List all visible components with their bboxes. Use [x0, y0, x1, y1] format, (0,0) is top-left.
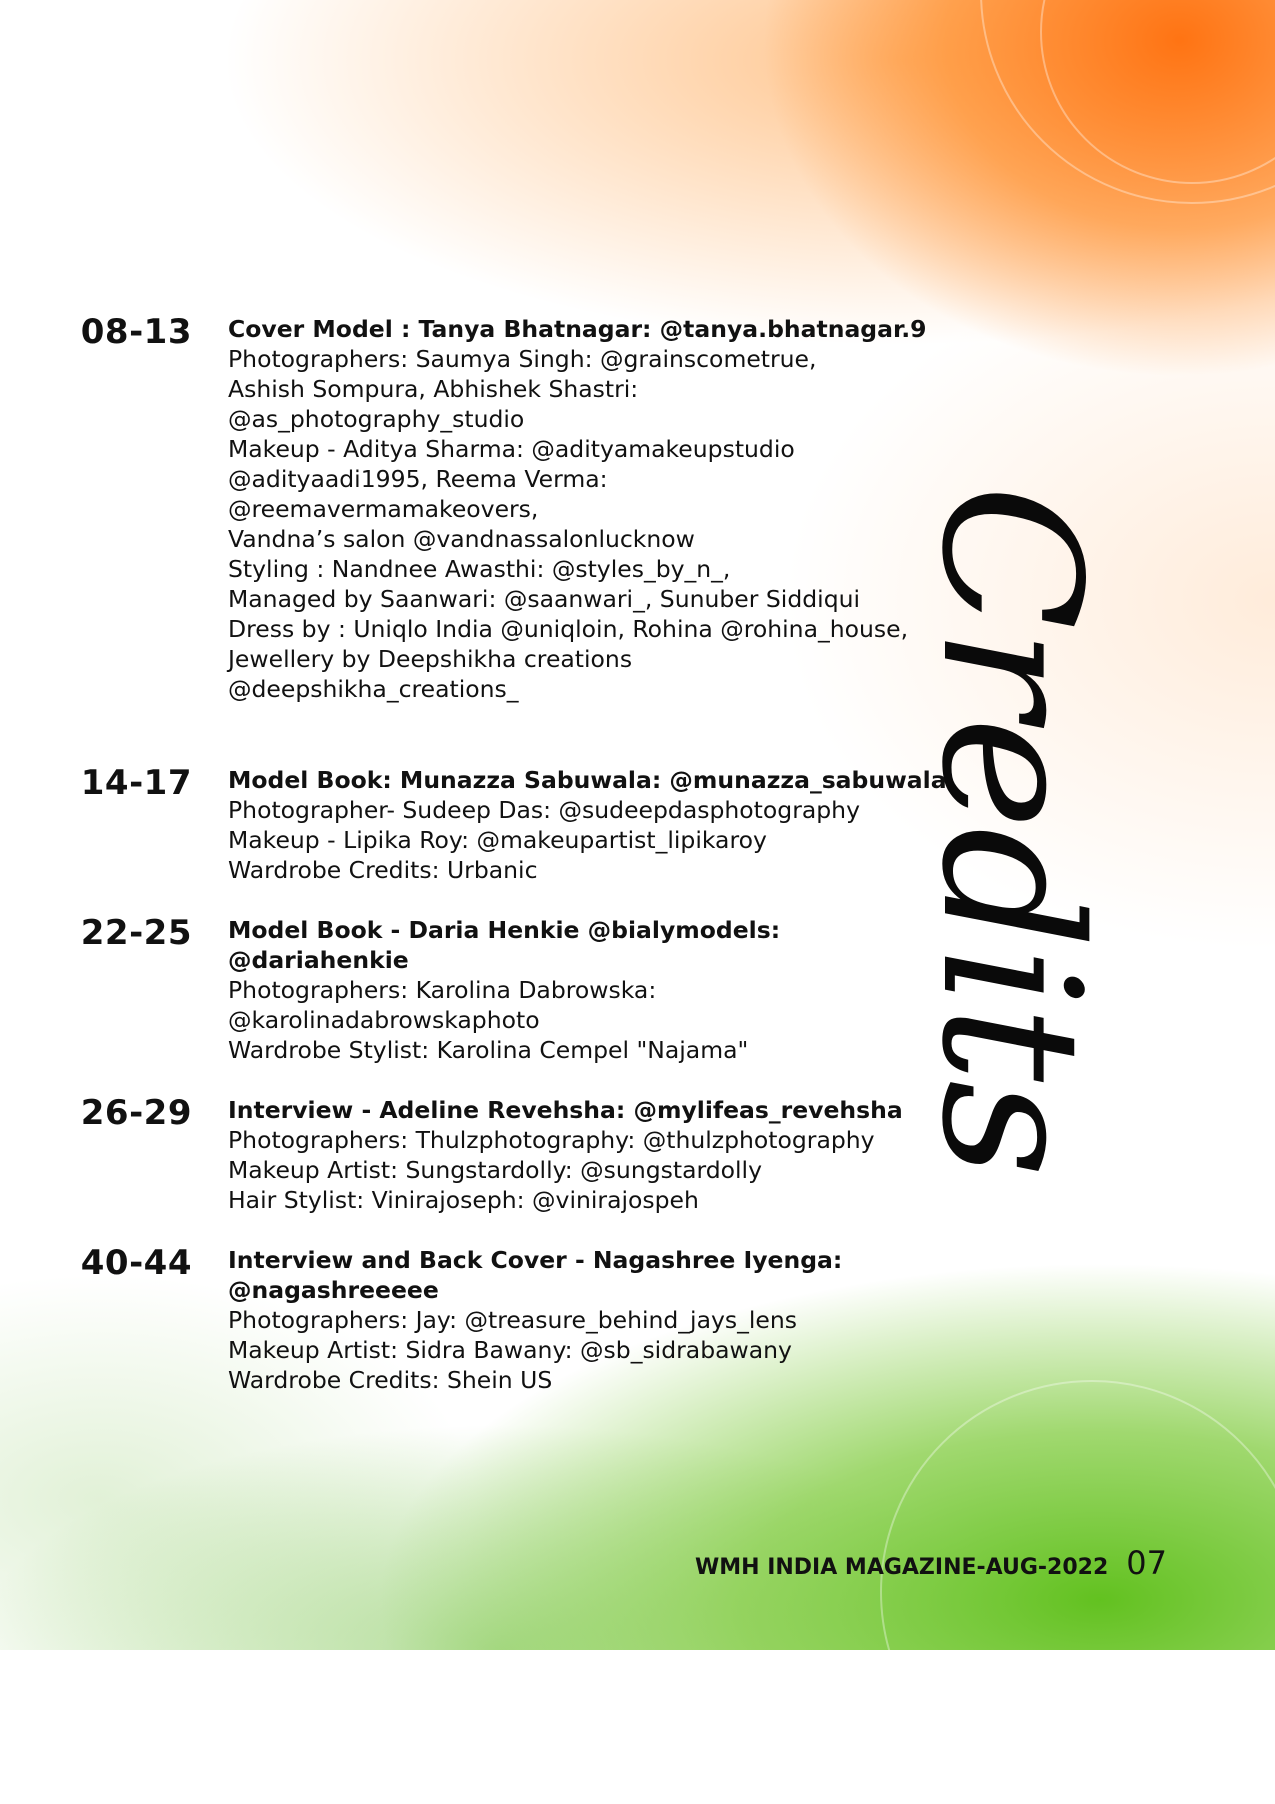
- credit-line: Hair Stylist: Vinirajoseph: @vinirajospeh: [228, 1186, 699, 1214]
- credit-lines: [228, 915, 968, 1065]
- credit-heading: @nagashreeeee: [228, 1276, 439, 1304]
- page-footer: [695, 1544, 1167, 1582]
- credit-lines: [228, 314, 968, 704]
- page-range: 08-13: [80, 312, 192, 352]
- credit-heading: Model Book: Munazza Sabuwala: @munazza_sabuwala: [228, 766, 947, 794]
- credits-title: Credits: [900, 484, 1121, 1176]
- credit-lines: [228, 765, 968, 885]
- credit-line: Styling : Nandnee Awasthi: @styles_by_n_,: [228, 555, 731, 583]
- page-range: 40-44: [80, 1243, 192, 1283]
- page-range: 22-25: [80, 913, 192, 953]
- credit-heading: Cover Model : Tanya Bhatnagar: @tanya.bhatnagar.9: [228, 315, 927, 343]
- credit-line: Wardrobe Credits: Urbanic: [228, 856, 538, 884]
- credit-line: Makeup Artist: Sidra Bawany: @sb_sidrabawany: [228, 1336, 792, 1364]
- credit-line: @reemavermamakeovers,: [228, 495, 539, 523]
- credit-line: Managed by Saanwari: @saanwari_, Sunuber Siddiqui: [228, 585, 861, 613]
- page-range: 26-29: [80, 1093, 192, 1133]
- credit-lines: [228, 1245, 968, 1395]
- credit-heading: Model Book - Daria Henkie @bialymodels:: [228, 916, 781, 944]
- credit-line: Ashish Sompura, Abhishek Shastri:: [228, 375, 639, 403]
- page-range: 14-17: [80, 763, 192, 803]
- credit-line: Jewellery by Deepshikha creations: [228, 645, 633, 673]
- credit-line: Vandna’s salon @vandnassalonlucknow: [228, 525, 695, 553]
- credit-line: Makeup - Aditya Sharma: @adityamakeupstudio: [228, 435, 795, 463]
- credit-line: Photographers: Saumya Singh: @grainscometrue,: [228, 345, 817, 373]
- credit-lines: [228, 1095, 968, 1215]
- credit-line: Photographers: Thulzphotography: @thulzphotography: [228, 1126, 875, 1154]
- credit-line: Dress by : Uniqlo India @uniqloin, Rohina @rohina_house,: [228, 615, 909, 643]
- credit-line: Wardrobe Credits: Shein US: [228, 1366, 553, 1394]
- credit-heading: @dariahenkie: [228, 946, 409, 974]
- credit-line: Wardrobe Stylist: Karolina Cempel "Najama": [228, 1036, 749, 1064]
- page-number: 07: [1126, 1544, 1167, 1582]
- credit-line: Makeup - Lipika Roy: @makeupartist_lipikaroy: [228, 826, 767, 854]
- credit-line: Photographers: Jay: @treasure_behind_jays_lens: [228, 1306, 798, 1334]
- credit-line: @karolinadabrowskaphoto: [228, 1006, 540, 1034]
- credit-line: @adityaadi1995, Reema Verma:: [228, 465, 608, 493]
- magazine-name: WMH INDIA MAGAZINE-AUG-2022: [694, 1555, 1109, 1580]
- credit-line: @as_photography_studio: [228, 405, 525, 433]
- credit-line: Photographers: Karolina Dabrowska:: [228, 976, 657, 1004]
- credit-line: @deepshikha_creations_: [228, 675, 519, 703]
- credit-line: Makeup Artist: Sungstardolly: @sungstardolly: [228, 1156, 762, 1184]
- credit-line: Photographer- Sudeep Das: @sudeepdasphotography: [228, 796, 860, 824]
- credit-heading: Interview and Back Cover - Nagashree Iyenga:: [228, 1246, 843, 1274]
- credit-heading: Interview - Adeline Revehsha: @mylifeas_revehsha: [228, 1096, 903, 1124]
